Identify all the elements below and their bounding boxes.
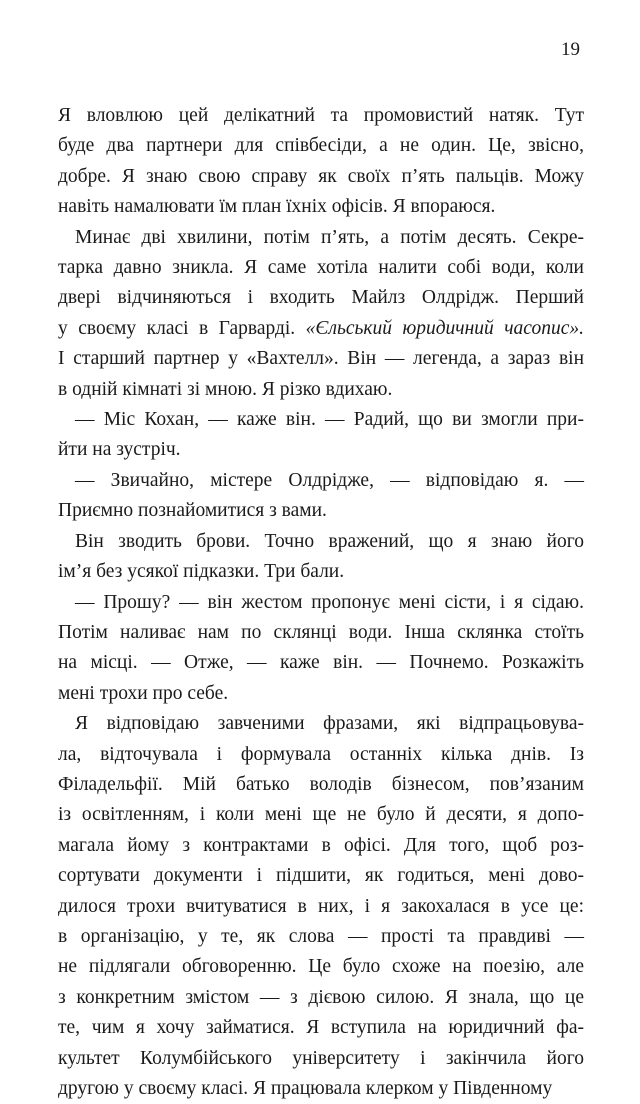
text-line: — Міс Кохан, — каже він. — Радий, що ви змогли при- (75, 409, 584, 431)
text-line: Приємно познайомитися з вами. (58, 500, 327, 522)
text-line: на місці. — Отже, — каже він. — Почнемо. Розкажіть (58, 652, 584, 674)
text-line: Він зводить брови. Точно вражений, що я знаю його (75, 530, 584, 552)
paragraph (58, 101, 584, 223)
text-line: навіть намалювати їм план їхніх офісів. Я впораюся. (58, 196, 496, 218)
journal-title: «Єльський юридичний часопис». (305, 317, 584, 339)
text-line: Філадельфії. Мій батько володів бізнесом, пов’язаним (58, 773, 584, 795)
paragraph (58, 527, 584, 588)
text-line: буде два партнери для співбесіди, а не один. Це, звісно, (58, 135, 584, 157)
text-line: магала йому з контрактами в офісі. Для того, щоб роз- (58, 834, 584, 856)
text-line: Я вловлюю цей делікатний та промовистий натяк. Тут (58, 105, 584, 126)
text-line: — Звичайно, містере Олдрідже, — відповідаю я. — (75, 469, 584, 491)
text-line: ім’я без усякої підказки. Три бали. (58, 561, 345, 583)
text-line: І старший партнер у «Вахтелл». Він — легенда, а зараз він (58, 348, 584, 370)
text-line: дилося трохи вчитуватися в них, і я закохалася в усе це: (58, 895, 584, 917)
text-line: двері відчиняються і входить Майлз Олдрідж. Перший (58, 287, 584, 309)
text-line: тарка давно зникла. Я саме хотіла налити собі води, коли (58, 257, 584, 279)
text-line: йти на зустріч. (58, 439, 181, 461)
text-line: — Прошу? — він жестом пропонує мені сісти, і я сідаю. (75, 591, 584, 613)
text-line: другою у своєму класі. Я працювала клерком у Південному (58, 1078, 553, 1099)
text-line: Минає дві хвилини, потім п’ять, а потім десять. Секре- (75, 226, 584, 248)
text-line: в організацію, у те, як слова — прості та правдиві — (58, 925, 584, 947)
paragraph (58, 709, 584, 1104)
text-line: не підлягали обговоренню. Це було схоже на поезію, але (58, 956, 584, 978)
text-line: ла, відточувала і формувала останніх кілька днів. Із (58, 743, 584, 765)
text-body (58, 101, 584, 1104)
paragraph (58, 588, 584, 710)
text-line: добре. Я знаю свою справу як своїх п’ять пальців. Можу (58, 165, 584, 187)
text-line: Потім наливає нам по склянці води. Інша склянка стоїть (58, 621, 584, 643)
paragraph (58, 223, 584, 405)
text-line: мені трохи про себе. (58, 682, 229, 704)
text-line: культет Колумбійського університету і закінчила його (58, 1047, 584, 1069)
page-number: 19 (561, 39, 580, 60)
text-line: із освітленням, і коли мені ще не було й десяти, я допо- (58, 804, 584, 826)
text-line: те, чим я хочу займатися. Я вступила на юридичний фа- (58, 1017, 584, 1039)
text-line: Я відповідаю завченими фразами, які відпрацьовува- (75, 713, 584, 735)
paragraph (58, 466, 584, 527)
text-line: у своєму класі в Гарварді. «Єльський юридичний часопис». (58, 317, 584, 339)
text-line: з конкретним змістом — з дієвою силою. Я знала, що це (58, 986, 584, 1008)
text-line: сортувати документи і підшити, як годиться, мені дово- (58, 865, 584, 887)
text-line: в одній кімнаті зі мною. Я різко вдихаю. (58, 378, 393, 400)
paragraph (58, 405, 584, 466)
